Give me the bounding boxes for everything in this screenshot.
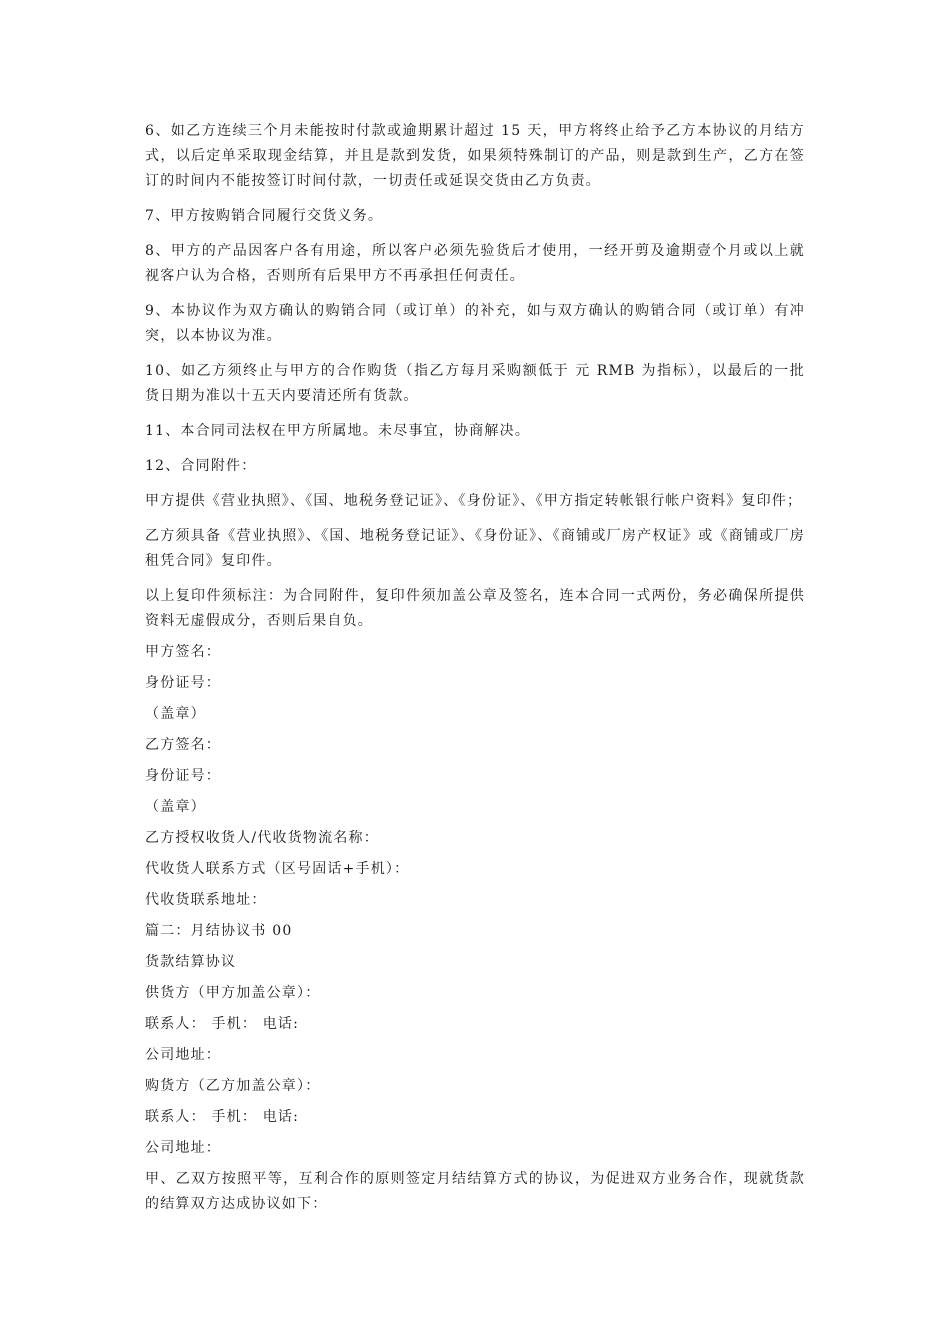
clause-10: 10、如乙方须终止与甲方的合作购货（指乙方每月采购额低于 元 RMB 为指标），以最后的一批货日期为准以十五天内要清还所有货款。 (145, 363, 805, 404)
supplier-address: 公司地址： (145, 1047, 221, 1063)
agreement-title: 货款结算协议 (145, 954, 237, 970)
party-a-signature: 甲方签名： (145, 644, 221, 660)
clause-7: 7、甲方按购销合同履行交货义务。 (145, 208, 384, 224)
clause-12: 12、合同附件： (145, 458, 257, 474)
party-a-seal: （盖章） (145, 706, 206, 722)
section-two-heading: 篇二：月结协议书 00 (145, 923, 293, 939)
buyer-line: 购货方（乙方加盖公章）： (145, 1078, 321, 1094)
party-a-id-number: 身份证号： (145, 675, 221, 691)
supplier-line: 供货方（甲方加盖公章）： (145, 985, 321, 1001)
party-b-signature: 乙方签名： (145, 737, 221, 753)
party-b-id-number: 身份证号： (145, 768, 221, 784)
clause-9: 9、本协议作为双方确认的购销合同（或订单）的补充，如与双方确认的购销合同（或订单）有冲突，以本协议为准。 (145, 303, 805, 344)
authorized-receiver: 乙方授权收货人/代收货物流名称： (145, 830, 379, 846)
supplier-contact: 联系人： 手机： 电话: (145, 1016, 300, 1032)
attachment-note: 以上复印件须标注：为合同附件，复印件须加盖公章及签名，连本合同一式两份，务必确保所提供资料无虚假成分，否则后果自负。 (145, 588, 805, 629)
party-b-attachments: 乙方须具备《营业执照》、《国、地税务登记证》、《身份证》、《商铺或厂房产权证》或《商铺或厂房租凭合同》复印件。 (145, 528, 805, 569)
clause-11: 11、本合同司法权在甲方所属地。未尽事宜，协商解决。 (145, 423, 531, 439)
receiver-address: 代收货联系地址： (145, 892, 267, 908)
buyer-address: 公司地址： (145, 1140, 221, 1156)
document-page (145, 119, 805, 1227)
buyer-contact: 联系人： 手机： 电话: (145, 1109, 300, 1125)
agreement-preamble: 甲、乙双方按照平等，互利合作的原则签定月结结算方式的协议，为促进双方业务合作，现就货款的结算双方达成协议如下： (145, 1171, 805, 1212)
receiver-contact: 代收货人联系方式（区号固话+手机）： (145, 861, 410, 877)
clause-6: 6、如乙方连续三个月未能按时付款或逾期累计超过 15 天，甲方将终止给予乙方本协议的月结方式，以后定单采取现金结算，并且是款到发货，如果须特殊制订的产品，则是款到生产，乙方在签订的时间内不能按签订时间付款，一切责任或延误交货由乙方负责。 (145, 123, 805, 189)
party-b-seal: （盖章） (145, 799, 206, 815)
party-a-attachments: 甲方提供《营业执照》、《国、地税务登记证》、《身份证》、《甲方指定转帐银行帐户资料》复印件； (145, 493, 803, 509)
clause-8: 8、甲方的产品因客户各有用途，所以客户必须先验货后才使用，一经开剪及逾期壹个月或以上就视客户认为合格，否则所有后果甲方不再承担任何责任。 (145, 243, 805, 284)
